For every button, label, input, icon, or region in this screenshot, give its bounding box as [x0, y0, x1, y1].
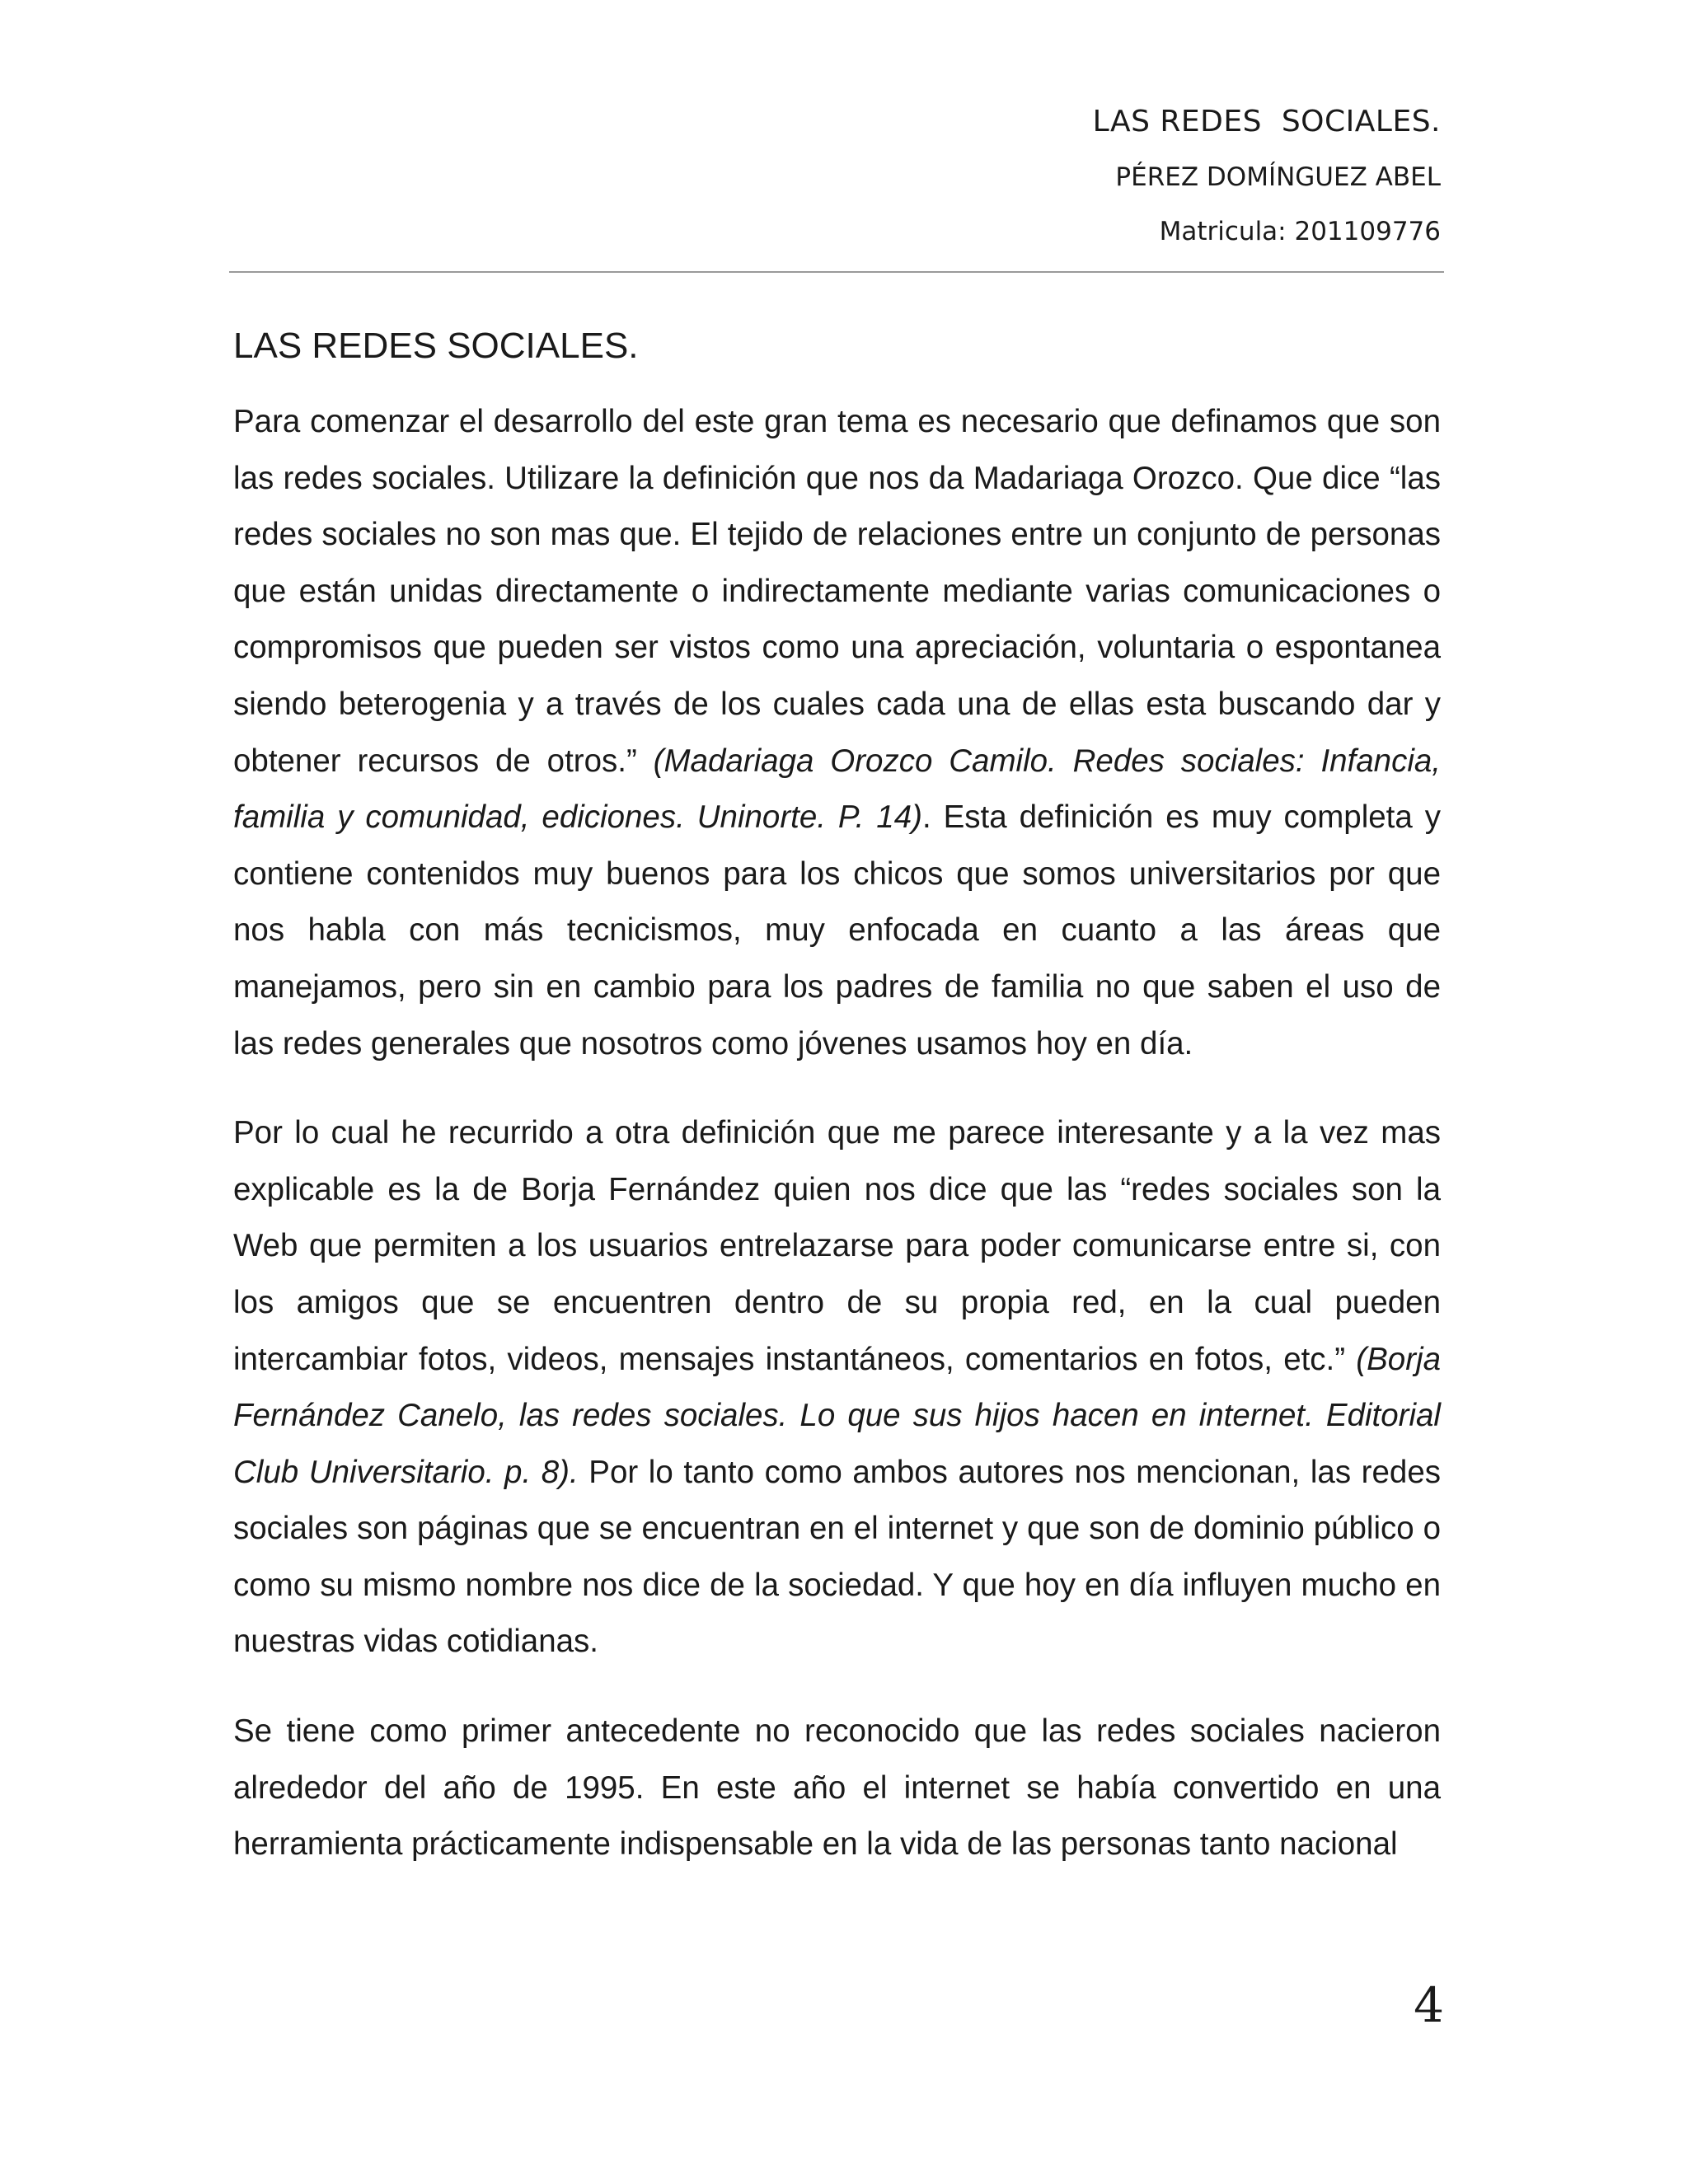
header-title: LAS REDES SOCIALES.	[1092, 105, 1441, 138]
page-number: 4	[1414, 1977, 1444, 2033]
paragraph-antecedentes	[233, 1704, 1441, 1873]
page-header	[229, 97, 1441, 252]
paragraph-text: Para comenzar el desarrollo del este gran tema es necesario que definamos que son las redes sociales. Utilizare la definición que nos da Madariaga Orozco. Que dice “las redes sociales no son mas que. El tejido de relaciones entre un conjunto de personas que están unidas directamente o indirectamente mediante varias comunicaciones o compromisos que pueden ser vistos como una apreciación, voluntaria o espontanea siendo beterogenia y a través de los cuales cada una de ellas esta buscando dar y obtener recursos de otros.”	[233, 404, 1441, 779]
paragraph-text: Por lo cual he recurrido a otra definición que me parece interesante y a la vez mas explicable es la de Borja Fernández quien nos dice que las “redes sociales son la Web que permiten a los usuarios entrelazarse para poder comunicarse entre si, con los amigos que se encuentren dentro de su propia red, en la cual pueden intercambiar fotos, videos, mensajes instantáneos, comentarios en fotos, etc.”	[233, 1115, 1441, 1377]
paragraph-text: Por lo tanto como ambos autores nos mencionan, las redes sociales son páginas que se encuentran en el internet y que son de dominio público o como su mismo nombre nos dice de la sociedad. Y que hoy en día influyen mucho en nuestras vidas cotidianas.	[233, 1454, 1441, 1660]
paragraph-definition-fernandez	[233, 1105, 1441, 1671]
header-author: PÉREZ DOMÍNGUEZ ABEL	[1115, 162, 1441, 192]
paragraph-text: Se tiene como primer antecedente no reconocido que las redes sociales nacieron alrededor del año de 1995. En este año el internet se había convertido en una herramienta prácticamente indispensable en la vida de las personas tanto nacional	[233, 1713, 1441, 1863]
document-body	[233, 321, 1441, 1906]
section-title: LAS REDES SOCIALES.	[233, 326, 639, 366]
header-matricula: Matricula: 201109776	[1159, 217, 1441, 246]
paragraph-text: . Esta definición es muy completa y contiene contenidos muy buenos para los chicos que somos universitarios por que nos habla con más tecnicismos, muy enfocada en cuanto a las áreas que manejamos, pero sin en cambio para los padres de familia no que saben el uso de las redes generales que nosotros como jóvenes usamos hoy en día.	[233, 799, 1441, 1062]
citation-fernandez: (Borja Fernández Canelo, las redes sociales. Lo que sus hijos hacen en internet. Editorial Club Universitario. p. 8).	[233, 1341, 1441, 1490]
header-divider	[229, 271, 1444, 273]
citation-madariaga: (Madariaga Orozco Camilo. Redes sociales: Infancia, familia y comunidad, ediciones. Uninorte. P. 14)	[233, 743, 1441, 836]
paragraph-definition-madariaga	[233, 394, 1441, 1072]
